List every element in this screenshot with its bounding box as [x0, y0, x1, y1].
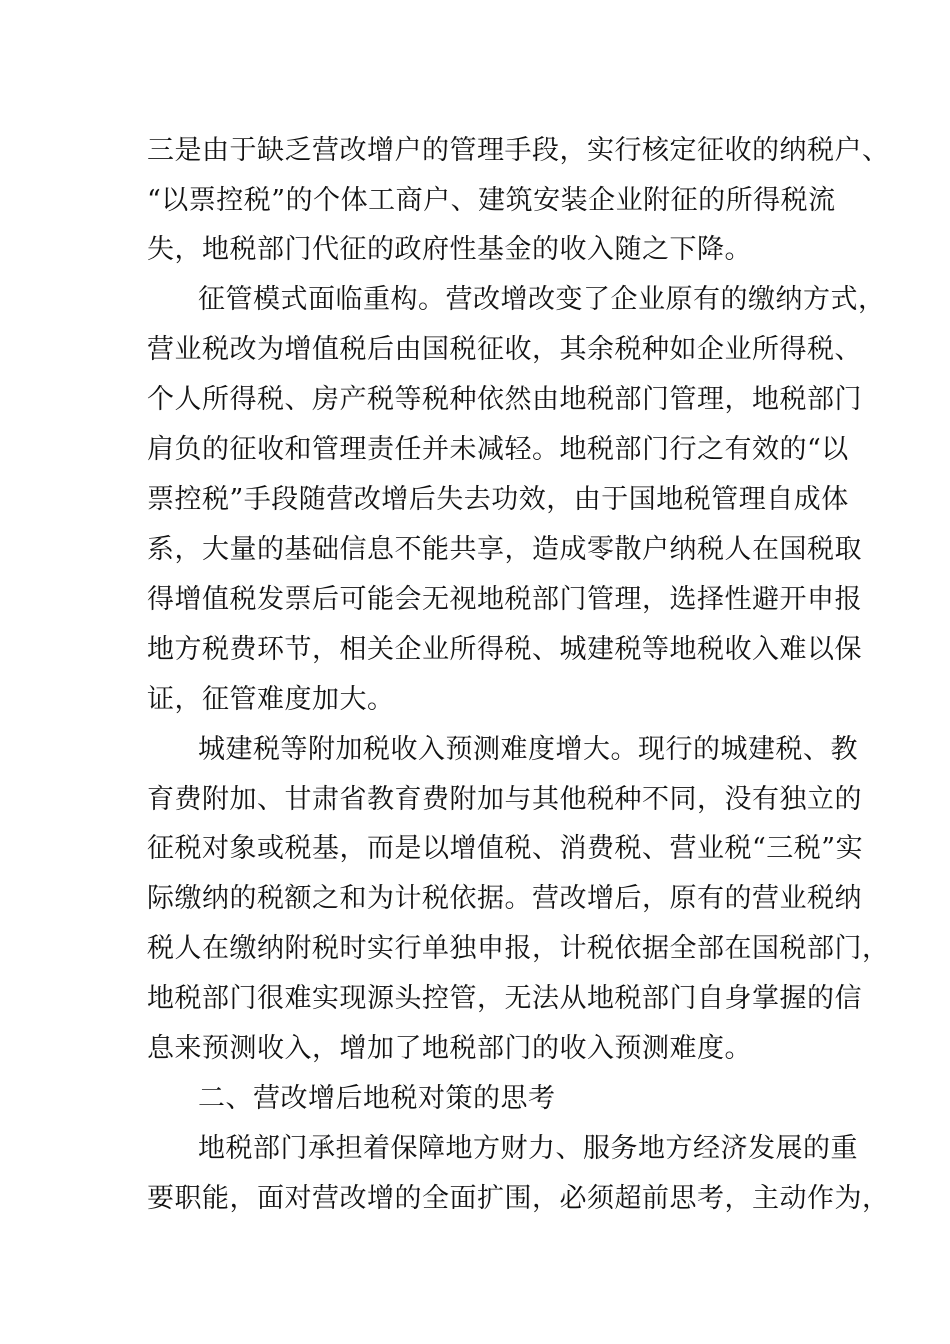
text-line: “以票控税”的个体工商户、建筑安装企业附征的所得税流 [147, 185, 836, 216]
text-line: 证，征管难度加大。 [147, 684, 395, 715]
text-line: 得增值税发票后可能会无视地税部门管理，选择性避开申报 [147, 584, 862, 615]
text-line: 地税部门很难实现源头控管，无法从地税部门自身掌握的信 [147, 983, 862, 1014]
text-line: 征税对象或税基，而是以增值税、消费税、营业税“三税”实 [147, 833, 864, 864]
text-line: 系，大量的基础信息不能共享，造成零散户纳税人在国税取 [147, 534, 862, 565]
text-line: 营业税改为增值税后由国税征收，其余税种如企业所得税、 [147, 334, 862, 365]
text-line: 肩负的征收和管理责任并未减轻。地税部门行之有效的“以 [147, 434, 849, 465]
text-line: 个人所得税、房产税等税种依然由地税部门管理，地税部门 [147, 384, 862, 415]
text-line: 地方税费环节，相关企业所得税、城建税等地税收入难以保 [147, 634, 862, 665]
text-line: 三是由于缺乏营改增户的管理手段，实行核定征收的纳税户、 [147, 135, 890, 166]
text-line: 票控税”手段随营改增后失去功效，由于国地税管理自成体 [147, 484, 849, 515]
paragraph-start-line: 地税部门承担着保障地方财力、服务地方经济发展的重 [198, 1133, 858, 1164]
text-line: 息来预测收入，增加了地税部门的收入预测难度。 [147, 1033, 752, 1064]
section-heading: 二、营改增后地税对策的思考 [198, 1083, 556, 1114]
text-line: 育费附加、甘肃省教育费附加与其他税种不同，没有独立的 [147, 784, 862, 815]
text-line: 失，地税部门代征的政府性基金的收入随之下降。 [147, 234, 752, 265]
paragraph-start-line: 征管模式面临重构。营改增改变了企业原有的缴纳方式， [198, 284, 886, 315]
paragraph-start-line: 城建税等附加税收入预测难度增大。现行的城建税、教 [198, 734, 858, 765]
text-line: 际缴纳的税额之和为计税依据。营改增后，原有的营业税纳 [147, 883, 862, 914]
text-line: 要职能，面对营改增的全面扩围，必须超前思考，主动作为， [147, 1183, 890, 1214]
text-line: 税人在缴纳附税时实行单独申报，计税依据全部在国税部门， [147, 933, 890, 964]
